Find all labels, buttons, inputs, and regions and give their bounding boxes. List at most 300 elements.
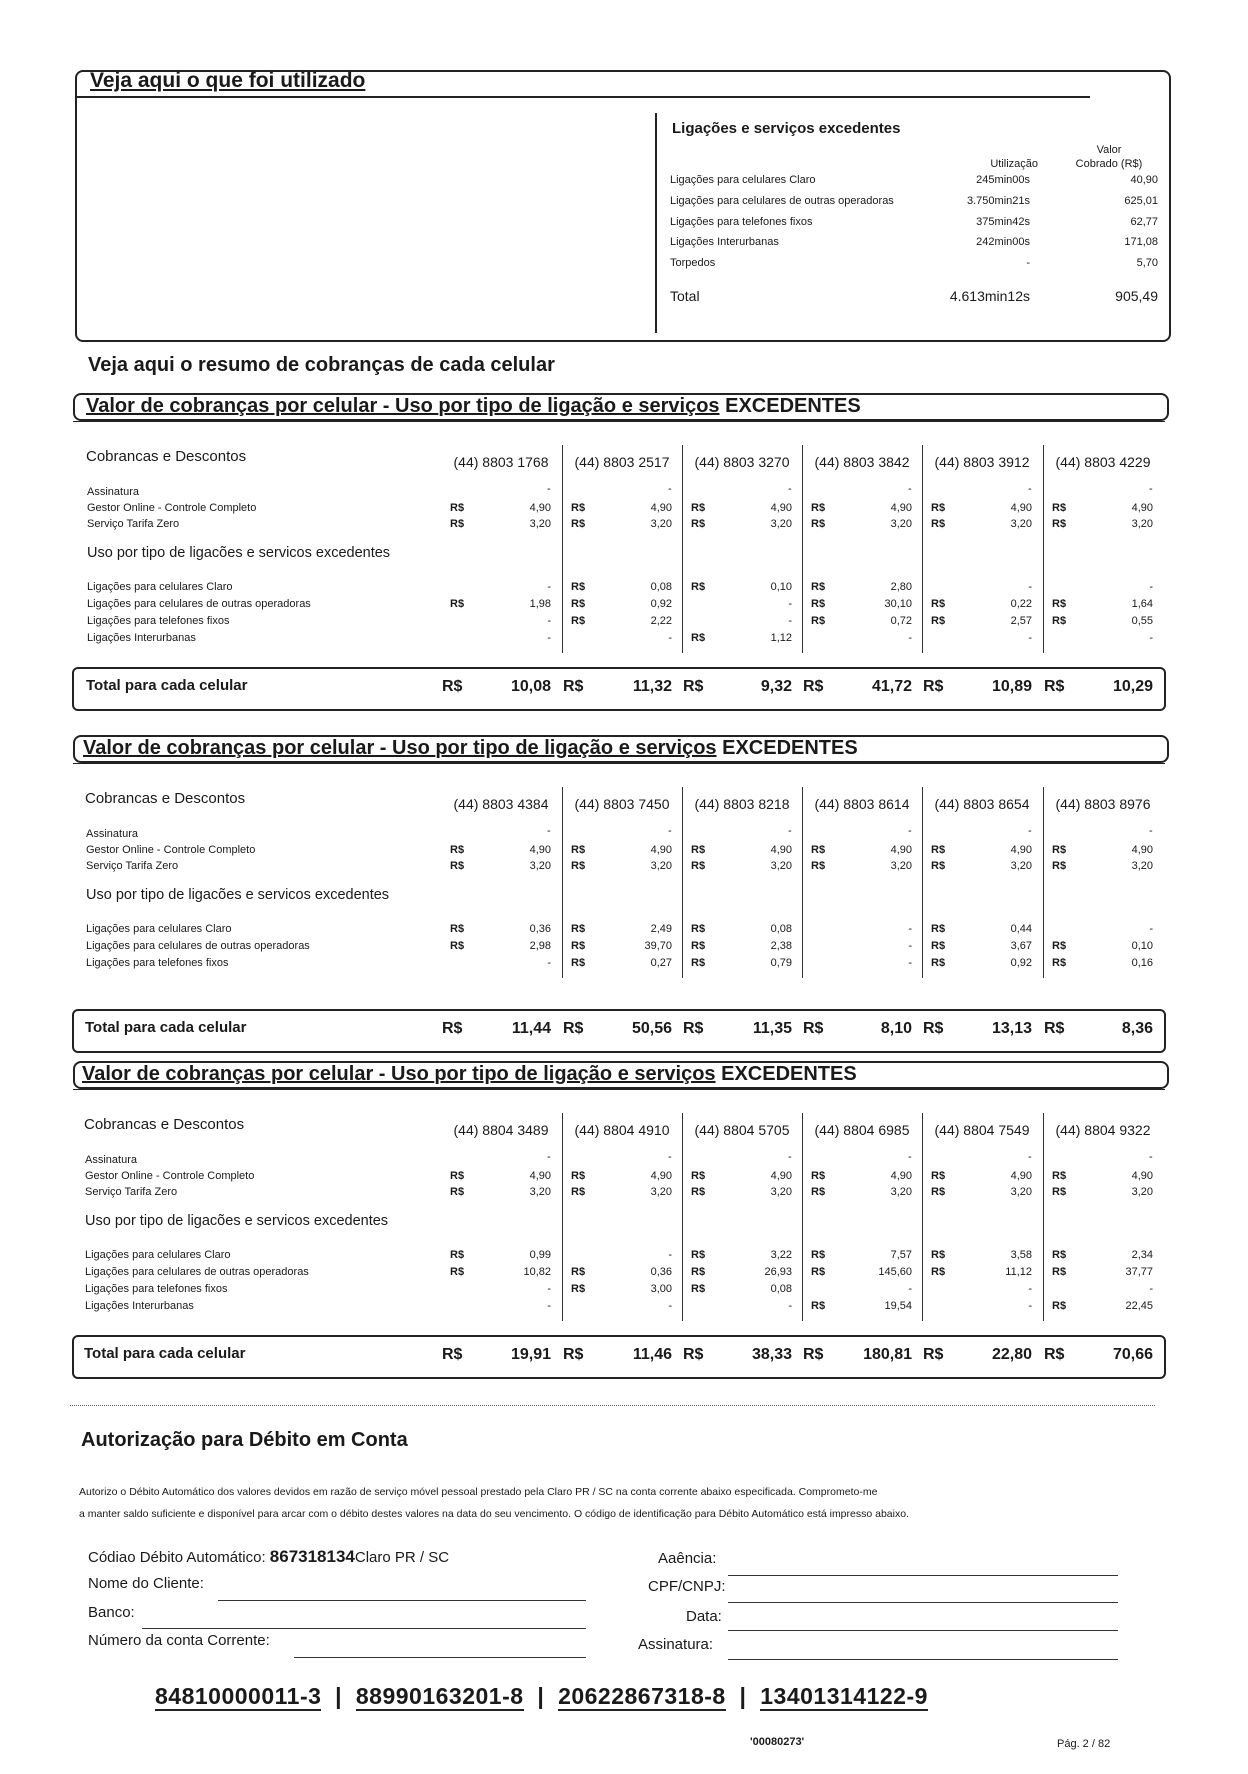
usage-value: 0,08	[770, 1283, 792, 1295]
usage-total-value: 905,49	[1115, 288, 1158, 304]
assinatura-value: -	[547, 1151, 551, 1163]
assinatura-value: -	[1028, 483, 1032, 495]
phone-column-header: (44) 8803 8218	[694, 796, 790, 812]
plan-value: 3,20	[1010, 1186, 1032, 1198]
usage-row	[670, 236, 1158, 256]
usage-row-label: Ligações Interurbanas	[670, 236, 779, 248]
plan-value: 4,90	[650, 1170, 672, 1182]
column-separator	[562, 1113, 563, 1321]
section-title-mid: por tipo de ligação e serviços	[434, 1063, 716, 1085]
column-separator	[802, 445, 803, 653]
usage-value: -	[547, 615, 551, 627]
usage-value: 2,57	[1010, 615, 1032, 627]
usage-value: -	[1028, 1283, 1032, 1295]
barcode-group: 84810000011-3	[155, 1683, 322, 1709]
usage-value: 0,99	[529, 1249, 551, 1261]
section-title-mid: por tipo de ligação e serviços	[435, 737, 717, 759]
section-title-rule	[73, 1089, 1165, 1090]
currency-label: R$	[811, 1186, 826, 1198]
bank-field[interactable]	[142, 1628, 586, 1629]
assinatura-value: -	[908, 1151, 912, 1163]
currency-label: R$	[691, 1249, 706, 1261]
usage-row-label: Ligações para celulares de outras operadoras	[670, 195, 894, 207]
usage-value: 2,49	[650, 923, 672, 935]
usage-row-label: Ligações para celulares Claro	[86, 923, 232, 935]
currency-label: R$	[571, 615, 586, 627]
usage-value: -	[1149, 581, 1153, 593]
plan-value: 4,90	[650, 844, 672, 856]
currency-label: R$	[450, 923, 465, 935]
plan-value: 3,20	[1131, 1186, 1153, 1198]
code-label: Códiao Débito Automático:	[88, 1549, 266, 1566]
currency-label: R$	[811, 502, 826, 514]
currency-label: R$	[691, 581, 706, 593]
phone-column-header: (44) 8804 4910	[574, 1122, 670, 1138]
total-currency: R$	[683, 1020, 704, 1037]
assinatura-value: -	[547, 825, 551, 837]
currency-label: R$	[1052, 518, 1067, 530]
usage-value: 10,82	[523, 1266, 551, 1278]
total-currency: R$	[563, 1346, 584, 1363]
usage-value: 0,36	[650, 1266, 672, 1278]
barcode-group: 13401314122-9	[760, 1683, 928, 1709]
usage-row-label: Ligações para telefones fixos	[670, 216, 813, 228]
phone-column-header: (44) 8803 3912	[934, 454, 1030, 470]
cpf-field[interactable]	[728, 1602, 1118, 1603]
total-value: 13,13	[991, 1020, 1032, 1037]
assinatura-value: -	[668, 825, 672, 837]
charges-label: Cobrancas e Descontos	[85, 790, 246, 807]
currency-label: R$	[571, 1266, 586, 1278]
currency-label: R$	[571, 598, 586, 610]
plan-row-label: Gestor Online - Controle Completo	[87, 502, 257, 514]
currency-label: R$	[931, 860, 946, 872]
usage-value: 1,12	[770, 632, 792, 644]
column-separator	[922, 1113, 923, 1321]
column-separator	[1043, 445, 1044, 653]
usage-value: 11,12	[1005, 1266, 1032, 1278]
usage-row-label: Ligações para celulares Claro	[87, 581, 233, 593]
excedentes-label: Uso por tipo de ligacões e servicos excedentes	[87, 545, 391, 561]
currency-label: R$	[691, 923, 706, 935]
currency-label: R$	[450, 1266, 465, 1278]
usage-row-usage: 375min42s	[976, 216, 1030, 228]
charges-label: Cobrancas e Descontos	[86, 448, 247, 465]
currency-label: R$	[571, 860, 586, 872]
plan-value: 4,90	[1010, 502, 1032, 514]
usage-value: 3,58	[1010, 1249, 1032, 1261]
plan-row-label: Gestor Online - Controle Completo	[85, 1170, 255, 1182]
footer-code: '00080273'	[750, 1736, 805, 1748]
usage-total-label: Total	[670, 288, 700, 304]
usage-value: 2,38	[770, 940, 792, 952]
total-value: 10,08	[510, 678, 551, 695]
usage-value: 2,80	[890, 581, 912, 593]
usage-row	[670, 257, 1158, 277]
usage-value: 22,45	[1125, 1300, 1153, 1312]
section-title-mid: por tipo de ligação e serviços	[438, 395, 720, 417]
currency-label: R$	[1052, 1266, 1067, 1278]
phone-column-header: (44) 8803 8654	[934, 796, 1030, 812]
usage-row-value: 625,01	[1124, 195, 1158, 207]
total-currency: R$	[1044, 678, 1065, 695]
assinatura-label: Assinatura	[85, 1154, 137, 1166]
date-field[interactable]	[728, 1630, 1118, 1631]
currency-label: R$	[571, 518, 586, 530]
currency-label: R$	[931, 518, 946, 530]
column-separator	[802, 787, 803, 978]
phone-column-header: (44) 8803 2517	[574, 454, 670, 470]
usage-value: 2,34	[1131, 1249, 1153, 1261]
column-separator	[682, 445, 683, 653]
usage-value: 0,27	[650, 957, 672, 969]
plan-value: 4,90	[770, 502, 792, 514]
usage-value: -	[1028, 632, 1032, 644]
usage-value: 2,22	[650, 615, 672, 627]
barcode-group: 88990163201-8	[355, 1683, 524, 1709]
usage-value: 3,67	[1010, 940, 1032, 952]
dotted-divider	[70, 1405, 1155, 1406]
total-currency: R$	[442, 1020, 463, 1037]
debit-text-line-2: a manter saldo suficiente e disponível para arcar com o débito destes valores na data do seu vencimento. O código de identificação para Débito Automático está impresso abaixo.	[79, 1508, 909, 1520]
usage-row-usage: 245min00s	[976, 174, 1030, 186]
assinatura-value: -	[1149, 1151, 1153, 1163]
plan-value: 3,20	[1010, 860, 1032, 872]
usage-value: -	[668, 632, 672, 644]
currency-label: R$	[1052, 940, 1067, 952]
usage-value: 0,22	[1010, 598, 1032, 610]
section-title-frame	[73, 1061, 1169, 1089]
currency-label: R$	[450, 860, 465, 872]
usage-value: 0,08	[770, 923, 792, 935]
barcode-separator: |	[335, 1683, 343, 1709]
usage-row	[670, 195, 1158, 215]
barcode-separator: |	[537, 1683, 545, 1709]
plan-value: 4,90	[1131, 502, 1153, 514]
total-value: 50,56	[631, 1020, 672, 1037]
currency-label: R$	[811, 1170, 826, 1182]
usage-row-label: Torpedos	[670, 257, 716, 269]
usage-row-label: Ligações Interurbanas	[85, 1300, 194, 1312]
column-separator	[922, 445, 923, 653]
assinatura-label: Assinatura	[86, 828, 138, 840]
currency-label: R$	[931, 1170, 946, 1182]
usage-row-usage: -	[1026, 257, 1030, 269]
total-currency: R$	[442, 1346, 463, 1363]
currency-label: R$	[691, 1170, 706, 1182]
account-field[interactable]	[294, 1657, 586, 1658]
currency-label: R$	[931, 957, 946, 969]
currency-label: R$	[811, 1249, 826, 1261]
usage-row-label: Ligações para celulares de outras operadoras	[87, 598, 311, 610]
plan-value: 4,90	[1010, 844, 1032, 856]
plan-value: 4,90	[650, 502, 672, 514]
phone-column-header: (44) 8804 6985	[814, 1122, 910, 1138]
usage-value: -	[547, 957, 551, 969]
column-separator	[1043, 1113, 1044, 1321]
usage-row	[670, 174, 1158, 194]
usage-value: 0,08	[650, 581, 672, 593]
plan-value: 4,90	[890, 502, 912, 514]
code-row	[88, 1547, 449, 1567]
plan-value: 4,90	[1131, 1170, 1153, 1182]
usage-value: 0,16	[1131, 957, 1153, 969]
total-currency: R$	[923, 1020, 944, 1037]
total-currency: R$	[683, 1346, 704, 1363]
plan-value: 3,20	[1131, 860, 1153, 872]
plan-value: 3,20	[770, 518, 792, 530]
usage-value: 0,79	[770, 957, 792, 969]
currency-label: R$	[811, 615, 826, 627]
usage-value: 26,93	[764, 1266, 792, 1278]
usage-row	[670, 216, 1158, 236]
currency-label: R$	[811, 518, 826, 530]
usage-row-label: Ligações para telefones fixos	[86, 957, 229, 969]
phone-column-header: (44) 8804 3489	[453, 1122, 549, 1138]
usage-col-value-2: Cobrado (R$)	[1075, 158, 1143, 170]
section-title-suffix: EXCEDENTES	[716, 737, 858, 759]
currency-label: R$	[450, 518, 465, 530]
currency-label: R$	[450, 1249, 465, 1261]
assinatura-value: -	[547, 483, 551, 495]
currency-label: R$	[571, 923, 586, 935]
usage-row-label: Ligações para celulares Claro	[85, 1249, 231, 1261]
currency-label: R$	[1052, 1170, 1067, 1182]
total-value: 38,33	[751, 1346, 792, 1363]
currency-label: R$	[571, 1186, 586, 1198]
currency-label: R$	[450, 1170, 465, 1182]
usage-value: 0,92	[1010, 957, 1032, 969]
usage-value: -	[908, 923, 912, 935]
currency-label: R$	[931, 1249, 946, 1261]
plan-value: 4,90	[529, 1170, 551, 1182]
section-title-prefix: Valor de cobranças por celular - Uso	[86, 395, 439, 417]
phone-column-header: (44) 8803 3842	[814, 454, 910, 470]
currency-label: R$	[1052, 502, 1067, 514]
page-number: Pág. 2 / 82	[1057, 1738, 1111, 1750]
currency-label: R$	[1052, 598, 1067, 610]
section-title-suffix: EXCEDENTES	[719, 395, 861, 417]
column-separator	[1043, 787, 1044, 978]
column-separator	[562, 787, 563, 978]
plan-row-label: Serviço Tarifa Zero	[87, 518, 180, 530]
usage-value: 1,98	[529, 598, 551, 610]
currency-label: R$	[691, 1186, 706, 1198]
total-currency: R$	[923, 1346, 944, 1363]
usage-value: -	[1149, 632, 1153, 644]
section-title-rule	[73, 763, 1165, 764]
debit-title: Autorização para Débito em Conta	[81, 1429, 408, 1451]
assinatura-label: Assinatura	[87, 486, 139, 498]
usage-value: -	[547, 1300, 551, 1312]
plan-row-label: Gestor Online - Controle Completo	[86, 844, 256, 856]
usage-total-usage: 4.613min12s	[949, 288, 1030, 304]
currency-label: R$	[1052, 1186, 1067, 1198]
currency-label: R$	[450, 940, 465, 952]
currency-label: R$	[931, 502, 946, 514]
usage-value: -	[788, 598, 792, 610]
usage-value: -	[908, 632, 912, 644]
assinatura-value: -	[1149, 825, 1153, 837]
plan-value: 3,20	[650, 518, 672, 530]
total-value: 180,81	[863, 1346, 912, 1363]
currency-label: R$	[1052, 957, 1067, 969]
usage-value: 0,72	[890, 615, 912, 627]
usage-value: 0,92	[650, 598, 672, 610]
currency-label: R$	[931, 615, 946, 627]
assinatura-value: -	[788, 825, 792, 837]
excedentes-label: Uso por tipo de ligacões e servicos excedentes	[85, 1213, 389, 1229]
client-field[interactable]	[218, 1600, 586, 1601]
signature-field[interactable]	[728, 1659, 1118, 1660]
currency-label: R$	[571, 844, 586, 856]
total-currency: R$	[1044, 1346, 1065, 1363]
total-value: 22,80	[991, 1346, 1032, 1363]
usage-value: -	[1028, 1300, 1032, 1312]
total-value: 11,35	[752, 1020, 792, 1037]
currency-label: R$	[691, 632, 706, 644]
section-title-prefix: Valor de cobranças por celular - Uso	[83, 737, 436, 759]
usage-value: 7,57	[890, 1249, 912, 1261]
usage-value: -	[788, 1300, 792, 1312]
plan-value: 3,20	[770, 1186, 792, 1198]
usage-row-value: 5,70	[1136, 257, 1158, 269]
plan-value: 3,20	[529, 1186, 551, 1198]
currency-label: R$	[811, 1300, 826, 1312]
usage-value: -	[668, 1249, 672, 1261]
usage-value: -	[547, 632, 551, 644]
usage-value: 19,54	[884, 1300, 912, 1312]
currency-label: R$	[450, 502, 465, 514]
currency-label: R$	[450, 1186, 465, 1198]
usage-value: 0,10	[770, 581, 792, 593]
plan-value: 4,90	[529, 844, 551, 856]
usage-row-label: Ligações para telefones fixos	[87, 615, 230, 627]
total-currency: R$	[563, 678, 584, 695]
plan-value: 3,20	[770, 860, 792, 872]
usage-row-usage: 242min00s	[976, 236, 1030, 248]
usage-value: -	[547, 1283, 551, 1295]
date-label: Data:	[686, 1608, 722, 1625]
usage-title: Veja aqui o que foi utilizado	[90, 69, 366, 92]
currency-label: R$	[691, 1266, 706, 1278]
usage-row-usage: 3.750min21s	[967, 195, 1030, 207]
assinatura-value: -	[668, 1151, 672, 1163]
phone-column-header: (44) 8804 5705	[694, 1122, 790, 1138]
assinatura-value: -	[788, 1151, 792, 1163]
total-currency: R$	[442, 678, 463, 695]
total-value: 41,72	[871, 678, 912, 695]
usage-value: 3,00	[650, 1283, 672, 1295]
barcode-separator: |	[739, 1683, 747, 1709]
total-value: 8,10	[880, 1020, 912, 1037]
currency-label: R$	[931, 1266, 946, 1278]
usage-value: 0,55	[1131, 615, 1153, 627]
total-label: Total para cada celular	[86, 677, 248, 694]
barcode-line	[155, 1683, 928, 1710]
usage-value: -	[908, 1283, 912, 1295]
plan-value: 4,90	[1010, 1170, 1032, 1182]
total-value: 10,29	[1112, 678, 1153, 695]
currency-label: R$	[931, 940, 946, 952]
agency-field[interactable]	[728, 1575, 1118, 1576]
plan-value: 3,20	[1010, 518, 1032, 530]
usage-row-label: Ligações para celulares Claro	[670, 174, 816, 186]
currency-label: R$	[691, 518, 706, 530]
usage-col-value-1: Valor	[1096, 144, 1122, 156]
total-value: 9,32	[760, 678, 792, 695]
usage-value: -	[908, 957, 912, 969]
total-value: 70,66	[1112, 1346, 1153, 1363]
currency-label: R$	[811, 581, 826, 593]
plan-value: 4,90	[529, 502, 551, 514]
usage-title-rule	[75, 96, 1090, 98]
usage-separator	[655, 113, 657, 333]
usage-value: 0,36	[529, 923, 551, 935]
phone-column-header: (44) 8804 9322	[1055, 1122, 1151, 1138]
code-value: 867318134	[269, 1547, 355, 1566]
currency-label: R$	[691, 860, 706, 872]
usage-value: -	[547, 581, 551, 593]
plan-value: 3,20	[529, 860, 551, 872]
cpf-label: CPF/CNPJ:	[648, 1578, 726, 1595]
plan-value: 3,20	[890, 1186, 912, 1198]
charges-label: Cobrancas e Descontos	[84, 1116, 245, 1133]
assinatura-value: -	[908, 825, 912, 837]
section-title-frame	[73, 393, 1169, 421]
column-separator	[802, 1113, 803, 1321]
total-currency: R$	[563, 1020, 584, 1037]
total-value: 11,44	[511, 1020, 551, 1037]
total-value: 11,32	[632, 678, 672, 695]
plan-value: 3,20	[650, 860, 672, 872]
client-label: Nome do Cliente:	[88, 1575, 204, 1592]
usage-col-usage: Utilização	[990, 158, 1038, 170]
column-separator	[682, 787, 683, 978]
bank-label: Banco:	[88, 1604, 135, 1621]
total-value: 19,91	[510, 1346, 551, 1363]
barcode-group: 20622867318-8	[558, 1683, 726, 1709]
currency-label: R$	[691, 1283, 706, 1295]
phone-column-header: (44) 8803 7450	[574, 796, 670, 812]
currency-label: R$	[691, 940, 706, 952]
total-currency: R$	[1044, 1020, 1065, 1037]
currency-label: R$	[931, 844, 946, 856]
usage-value: 3,22	[770, 1249, 792, 1261]
usage-row-label: Ligações para celulares de outras operadoras	[85, 1266, 309, 1278]
phone-column-header: (44) 8803 4229	[1055, 454, 1151, 470]
signature-label: Assinatura:	[638, 1636, 714, 1653]
usage-value: -	[668, 1300, 672, 1312]
plan-value: 4,90	[770, 1170, 792, 1182]
plan-value: 4,90	[770, 844, 792, 856]
currency-label: R$	[1052, 860, 1067, 872]
assinatura-value: -	[668, 483, 672, 495]
currency-label: R$	[811, 860, 826, 872]
total-value: 10,89	[991, 678, 1032, 695]
total-label: Total para cada celular	[85, 1019, 247, 1036]
plan-value: 3,20	[650, 1186, 672, 1198]
usage-value: 2,98	[529, 940, 551, 952]
currency-label: R$	[1052, 1249, 1067, 1261]
usage-value: 30,10	[884, 598, 912, 610]
usage-total-row	[670, 288, 1158, 308]
currency-label: R$	[811, 1266, 826, 1278]
currency-label: R$	[691, 844, 706, 856]
usage-value: 0,10	[1131, 940, 1153, 952]
agency-label: Aaência:	[658, 1550, 717, 1567]
total-currency: R$	[803, 1346, 824, 1363]
